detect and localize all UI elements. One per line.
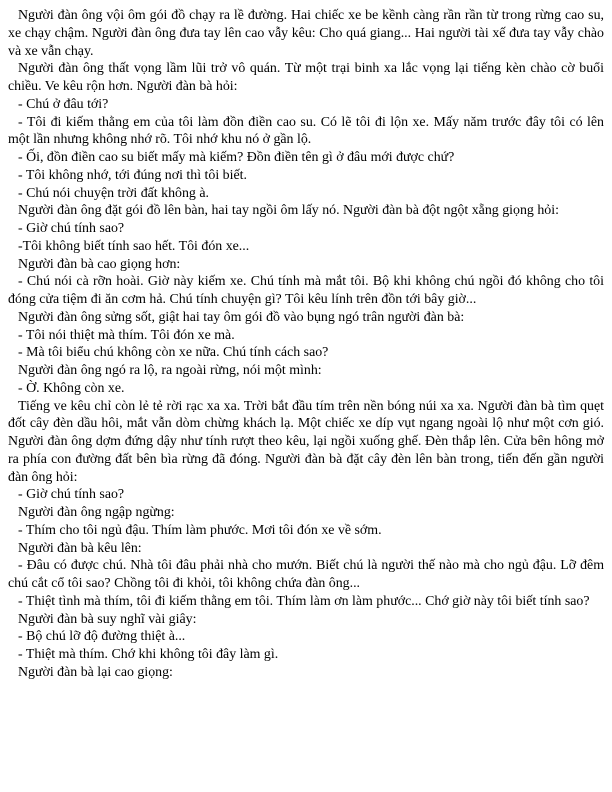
paragraph: Người đàn ông ngập ngừng:	[18, 505, 175, 520]
paragraph: Người đàn ông đặt gói đồ lên bàn, hai tay ngồi ôm lấy nó. Người đàn bà đột ngột xẵng giọng hỏi:	[18, 203, 559, 219]
paragraph: Người đàn ông vội ôm gói đồ chạy ra lề đường. Hai chiếc xe be kềnh càng rần rần từ trong rừng cao su, xe chạy chậm. Người đàn ông đưa tay lên cao vẫy kêu: Cho quá giang... Hai người tài xế đưa tay vẫy chào và xe vẫn chạy.	[8, 8, 604, 59]
paragraph: - Giờ chú tính sao?	[18, 221, 125, 236]
paragraph: Người đàn ông ngó ra lộ, ra ngoài rừng, nói một mình:	[18, 363, 322, 378]
paragraph: Người đàn bà cao giọng hơn:	[18, 256, 181, 272]
paragraph: - Thiệt mà thím. Chớ khi không tôi đây làm gì.	[18, 647, 279, 662]
paragraph: Người đàn bà lại cao giọng:	[18, 664, 173, 680]
paragraph: - Ờ. Không còn xe.	[18, 380, 125, 396]
paragraph: - Giờ chú tính sao?	[18, 487, 125, 503]
paragraph: - Chú ở đâu tới?	[18, 96, 109, 112]
paragraph: - Tôi không nhớ, tới đúng nơi thì tôi biết.	[18, 167, 247, 183]
paragraph: - Đâu có được chú. Nhà tôi đâu phải nhà cho mướn. Biết chú là người thế nào mà cho ngủ đậu. Lỡ đêm chú cắt cổ tôi sao? Chồng tôi đi khỏi, tôi không chứa đàn ông...	[8, 558, 604, 591]
paragraph: Tiếng ve kêu chỉ còn lẻ tẻ rời rạc xa xa. Trời bắt đầu tím trên nền bóng núi xa xa. Người đàn bà tìm quẹt đốt cây đèn dầu hôi, mắt vẫn dòm chừng khách lạ. Một chiếc xe díp vụt ngang ngoài lộ như một cơn gió. Người đàn ông dợm đứng dậy như tính rượt theo kêu, lại ngồi xuống ghế. Đèn thắp lên. Cửa bên hông mở ra phía con đường đất bên bìa rừng đã đóng. Người đàn bà đặt cây đèn lên bàn trong, tiến đến gần người đàn ông hỏi:	[8, 398, 604, 485]
paragraph: Người đàn bà kêu lên:	[18, 540, 142, 556]
paragraph: Người đàn ông sửng sốt, giật hai tay ôm gói đồ vào bụng ngó trân người đàn bà:	[18, 309, 465, 325]
paragraph: - Chú nói cà rỡn hoài. Giờ này kiếm xe. Chú tính mà mắt tôi. Bộ khi không chú ngồi đó không cho tôi đóng cửa tiệm đi ăn cơm hả. Chú tính chuyện gì? Tôi kêu lính trên đồn tới bây giờ...	[8, 274, 604, 307]
paragraph: - Mà tôi biểu chú không còn xe nữa. Chú tính cách sao?	[18, 345, 329, 361]
paragraph: - Thím cho tôi ngủ đậu. Thím làm phước. Mơi tôi đón xe về sớm.	[18, 522, 382, 538]
paragraph: - Ối, đồn điền cao su biết mấy mà kiếm? Đồn điền tên gì ở đâu mới được chứ?	[18, 150, 455, 165]
paragraph: - Bộ chú lỡ độ đường thiệt à...	[18, 629, 186, 645]
paragraph: - Tôi nói thiệt mà thím. Tôi đón xe mà.	[18, 327, 235, 343]
paragraph: - Tôi đi kiếm thằng em của tôi làm đồn điền cao su. Có lẽ tôi đi lộn xe. Mấy năm trước đây tôi có lên một lần nhưng không nhớ rõ. Tôi nhớ khu nó ở gần lộ.	[8, 114, 604, 148]
paragraph: - Chú nói chuyện trời đất không à.	[18, 185, 209, 201]
paragraph: - Thiệt tình mà thím, tôi đi kiếm thằng em tôi. Thím làm ơn làm phước... Chớ giờ này tôi biết tính sao?	[18, 593, 590, 609]
paragraph: Người đàn ông thất vọng lầm lũi trở vô quán. Từ một trại binh xa lắc vọng lại tiếng kèn chào cờ buổi chiều. Ve kêu rộn hơn. Người đàn bà hỏi:	[8, 61, 604, 94]
paragraph: Người đàn bà suy nghĩ vài giây:	[18, 611, 197, 627]
paragraph: -Tôi không biết tính sao hết. Tôi đón xe...	[18, 238, 250, 254]
